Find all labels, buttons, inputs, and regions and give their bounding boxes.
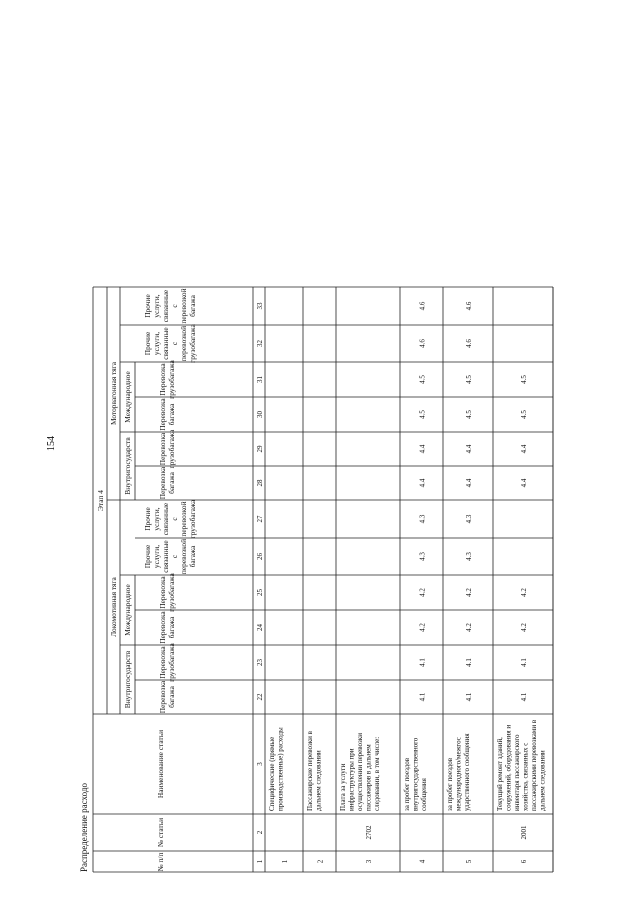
cell-value: 4.4 [520, 478, 528, 488]
column-header: Перевозкагрузобагажа [158, 573, 176, 612]
column-number: 31 [256, 376, 264, 383]
cell-value: 4.1 [520, 692, 528, 702]
column-number: 1 [256, 859, 264, 864]
cell-value: 4.3 [465, 514, 473, 524]
cell-value: 4.2 [520, 588, 528, 597]
cell-value: 4.4 [465, 478, 473, 488]
cell-value: 4.2 [465, 623, 473, 632]
column-number: 24 [256, 624, 264, 631]
column-header: Прочиеуслуги,связанныесперевозкойгрузобагажа [143, 324, 197, 363]
column-number: 23 [256, 659, 264, 666]
column-header: Прочиеуслуги,связанныесперевозкойбагажа [143, 538, 197, 575]
row-number: 2 [316, 859, 325, 864]
cell-value: 4.6 [465, 339, 473, 348]
column-number: 33 [256, 302, 264, 310]
column-header: Перевозкабагажа [158, 611, 176, 644]
cell-value: 4.3 [465, 552, 473, 561]
column-header: Прочиеуслуги,связанныесперевозкойгрузобагажа [143, 499, 197, 539]
article-name-header: Наименование статьи [156, 729, 165, 799]
cell-value: 4.2 [418, 588, 427, 597]
column-number: 3 [256, 762, 264, 766]
cell-value: 4.3 [418, 552, 427, 561]
cell-value: 4.4 [418, 444, 427, 454]
cell-value: 4.1 [418, 658, 427, 667]
column-number: 29 [256, 445, 264, 453]
cell-value: 4.6 [465, 301, 473, 311]
article-number: 2702 [365, 825, 373, 840]
cell-value: 4.1 [418, 692, 427, 702]
article-name: Плата за услугиинфраструктуры приосуществлении перевозкипассажиров в дальнемследовании, в том числе: [339, 733, 381, 811]
column-header: Перевозкабагажа [158, 398, 176, 431]
column-number: 2 [256, 830, 264, 835]
column-number: 26 [256, 553, 264, 560]
row-number: 4 [418, 859, 427, 864]
column-header: Перевозкабагажа [158, 680, 176, 714]
column-header: Перевозкагрузобагажа [158, 429, 176, 469]
stage-label: Этап 4 [96, 490, 105, 511]
table-caption: Распределение расходо [79, 783, 89, 872]
column-number: 30 [256, 411, 264, 418]
column-number: 22 [256, 693, 264, 701]
column-header: Перевозкагрузобагажа [158, 643, 176, 682]
cell-value: 4.1 [465, 658, 473, 667]
cell-value: 4.4 [418, 478, 427, 488]
article-no-header: № статьи [156, 817, 165, 848]
column-number: 27 [256, 515, 264, 523]
column-header: Прочиеуслуги,связанныесперевозкойбагажа [143, 288, 197, 324]
cell-value: 4.5 [520, 410, 528, 419]
cell-value: 4.3 [418, 514, 427, 524]
cell-value: 4.1 [520, 658, 528, 667]
cell-value: 4.5 [418, 375, 427, 384]
cell-value: 4.5 [465, 410, 473, 419]
article-name: Текущий ремонт зданий,сооружений, оборудования иинвентаря пассажирскогохозяйства, связанных спассажирскими перевозками вдальнем следовании [496, 719, 547, 811]
cell-value: 4.6 [418, 301, 427, 311]
cell-value: 4.2 [520, 623, 528, 632]
cell-value: 4.5 [418, 410, 427, 419]
article-name: Пассажирские перевозки вдальнем следовании [306, 731, 323, 811]
column-number: 25 [256, 589, 264, 596]
column-header: Перевозкабагажа [158, 466, 176, 500]
cell-value: 4.4 [465, 444, 473, 454]
row-number: 1 [281, 859, 289, 864]
domestic-label: Внутригосударств [123, 650, 132, 709]
column-number: 28 [256, 479, 264, 487]
cell-value: 4.1 [465, 692, 473, 702]
row-no-header: № п/п [156, 852, 165, 872]
motor-traction-label: Моторвагонная тяга [109, 361, 118, 426]
cell-value: 4.4 [520, 444, 528, 454]
domestic-label-motor: Внутригосударств [123, 437, 132, 495]
expense-distribution-table [79, 287, 553, 872]
column-number: 32 [256, 340, 264, 347]
article-name: за пробег поездовмеждународного/межгосударственного сообщения [446, 733, 471, 811]
article-name: Специфические (прямыепроизводственные) расходы [268, 727, 285, 811]
row-number: 5 [465, 859, 473, 864]
page-number: 154 [46, 436, 57, 451]
column-header: Перевозкагрузобагажа [158, 360, 176, 399]
cell-value: 4.2 [418, 623, 427, 632]
cell-value: 4.6 [418, 339, 427, 348]
loco-traction-label: Локомотивная тяга [109, 577, 118, 637]
row-number: 3 [365, 859, 373, 864]
cell-value: 4.2 [465, 588, 473, 597]
cell-value: 4.5 [465, 375, 473, 384]
article-number: 2001 [520, 825, 528, 840]
article-name: за пробег поездоввнутригосударственногосообщения [403, 737, 428, 811]
row-number: 6 [520, 859, 528, 864]
international-label-motor: Международное [123, 371, 132, 423]
international-label: Международное [123, 584, 132, 636]
cell-value: 4.5 [520, 375, 528, 384]
